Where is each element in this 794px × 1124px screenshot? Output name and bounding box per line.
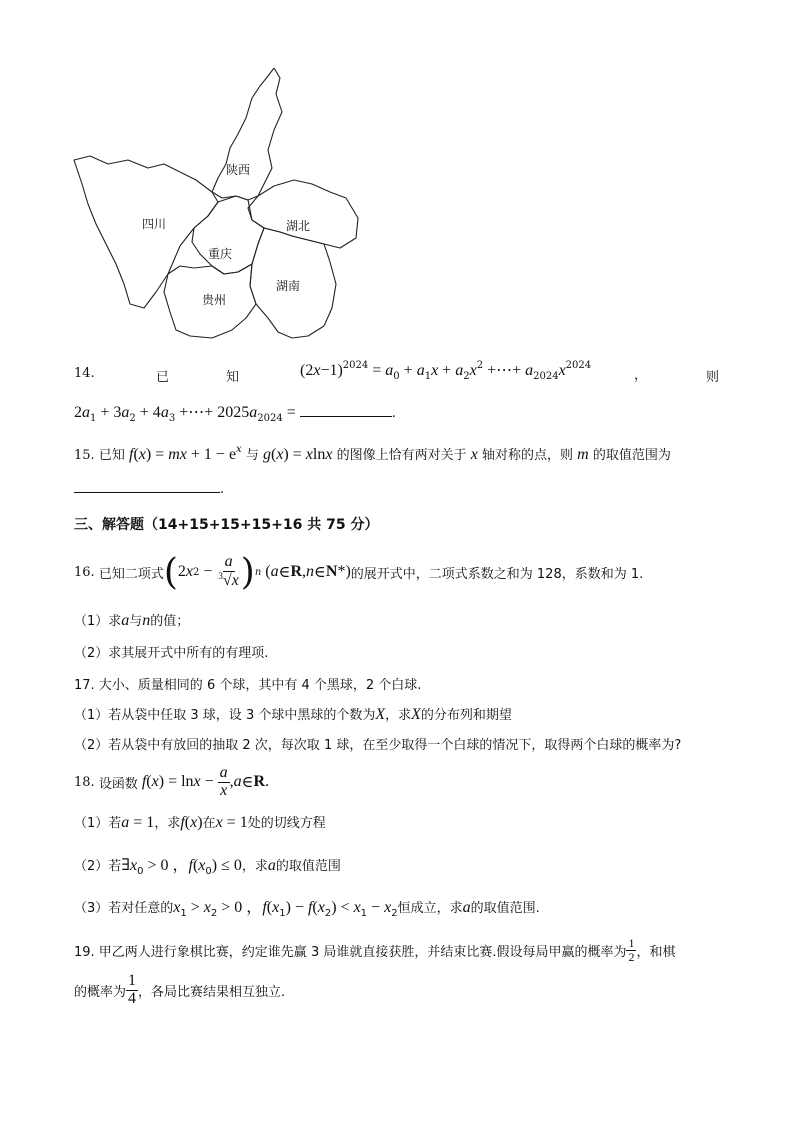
q16-var-n: n [142,612,151,629]
q14-word-3: 则 [706,370,720,385]
map-label-hunan: 湖南 [276,279,301,293]
q18-part-1-text-b: ，求 [154,816,181,831]
q18-f-formula: f ( x ) = ln x − $\frac{a}{x}$ , a ∈ R . [137,763,270,799]
q15-text-1: 已知 [98,448,125,463]
question-16 [74,548,643,596]
hubei-region [248,180,358,248]
q14-sum-formula: $2a_1 + 3a_2 + 4a_3$ +⋯+ $2025a_{2024}$ = [74,404,300,424]
q15-g-formula: g(x) = xlnx [262,446,333,463]
q14-sum-line [74,402,396,424]
province-map-svg [68,68,368,348]
sichuan-region [74,156,218,308]
map-label-sichuan: 四川 [142,217,167,231]
q17-part-1-text-b: ，求 [385,708,412,723]
q14-word-1: 已 [156,370,170,385]
q14-end: . [391,406,396,421]
q14-answer-blank[interactable] [300,416,392,417]
q19-text-1: 19. 甲乙两人进行象棋比赛，约定谁先赢 3 局谁就直接获胜，并结束比赛.假设每局甲赢的概率为 [74,944,627,960]
q15-f-formula: f(x) = mx + $1 - e^x$ [128,444,242,463]
q18-part-2-text-a: （2）若 [74,859,122,874]
question-18 [74,762,269,802]
q15-answer-line [74,482,224,497]
q19-text-2: ，和棋 [636,944,676,960]
section-3-heading: 三、解答题（14+15+15+15+16 共 75 分） [74,517,379,533]
question-15 [74,444,671,464]
q16-part-2: （2）求其展开式中所有的有理项. [74,646,269,661]
q18-part-1-text-d: 处的切线方程 [247,816,326,831]
map-label-hubei: 湖北 [286,219,311,233]
question-14 [74,360,734,388]
q18-part-2-text-c: 的取值范围 [275,859,341,874]
q14-comma: ， [634,368,648,383]
q18-part-1-text-a: （1）若 [74,816,122,831]
q15-end: . [220,482,225,497]
q15-var-m: m [577,446,589,463]
q16-part-1-text-c: 的值； [150,614,190,629]
q18-part-1-text-c: 在 [202,816,216,831]
q15-answer-blank[interactable] [74,492,220,493]
map-label-shaanxi: 陕西 [226,163,251,177]
q16-text-1: 已知二项式 [98,566,164,582]
q17-part-1-text-c: 的分布列和期望 [420,708,512,723]
q17-part-1 [74,704,512,724]
q18-part-3: （3）若对任意的$x_1 > x_2 > 0$ ，$f(x_1) - f(x_2) < x_1 - x_2$恒成立，求a的取值范围. [74,899,540,919]
q14-expansion-formula: $(2x-1)^{2024} = a_0 + a_1x + a_2x^2$ +⋯+ $a_{2024}x^{2024}$ [300,360,592,382]
q18-text-1: 设函数 [98,776,138,792]
q17-part-1-text-a: （1）若从袋中任取 3 球，设 3 个球中黑球的个数为 [74,708,376,723]
q18-part-2-text-b: ，求 [241,859,268,874]
q15-var-x: x [470,446,478,463]
map-label-chongqing: 重庆 [208,247,233,261]
q18-part-2: （2）若$\exists x_0 > 0$ ，$f(x_0) \le 0$，求a的取值范围 [74,857,341,877]
q18-part-1: （1）若a = 1，求f(x)在x = 1处的切线方程 [74,814,326,831]
q19-fraction-half: $\frac{1}{2}$ [628,935,635,964]
q16-number: 16. [74,564,95,580]
q16-text-2: 的展开式中，二项式系数之和为 128，系数和为 1. [350,566,644,582]
q15-text-3: 的图像上恰有两对关于 [336,448,467,463]
q19-line-2 [74,968,285,1012]
q17-var-X: X [375,706,386,723]
q19-text-3: 的概率为 [74,984,127,1000]
q15-text-2: 与 [245,448,259,463]
q14-word-2: 知 [226,370,240,385]
q15-number: 15. [74,448,95,463]
q16-part-1 [74,610,189,630]
q15-text-4: 轴对称的点，则 [482,448,574,463]
map-label-guizhou: 贵州 [202,293,227,307]
q19-fraction-quarter: $\frac{1}{4}$ [128,971,137,1007]
q18-part-3-text-a: （3）若对任意的 [74,901,174,916]
province-map [68,68,368,348]
q16-binomial-formula: ( 2 x 2 − $\frac{a}{^3√x}$ ) n ( a ∈ R , n ∈ N *) [163,551,351,593]
q18-number: 18. [74,774,95,790]
q14-number: 14. [74,366,95,381]
q18-part-3-text-c: 的取值范围. [470,901,540,916]
question-19 [74,932,676,968]
shaanxi-region [212,68,282,200]
chongqing-region [192,196,264,274]
q16-var-a: a [121,612,130,629]
q19-text-4: ，各局比赛结果相互独立. [138,984,286,1000]
q18-part-3-text-b: 恒成立，求 [397,901,463,916]
q17-part-2: （2）若从袋中有放回的抽取 2 次，每次取 1 球，在至少取得一个白球的情况下，取得两个白球的概率为? [74,738,682,753]
q16-part-1-text-a: （1）求 [74,614,122,629]
q16-part-1-text-b: 与 [129,614,143,629]
q15-text-5: 的取值范围为 [592,448,671,463]
q17-var-X-2: X [411,706,421,723]
question-17: 17. 大小、质量相同的 6 个球，其中有 4 个黑球，2 个白球. [74,678,422,693]
